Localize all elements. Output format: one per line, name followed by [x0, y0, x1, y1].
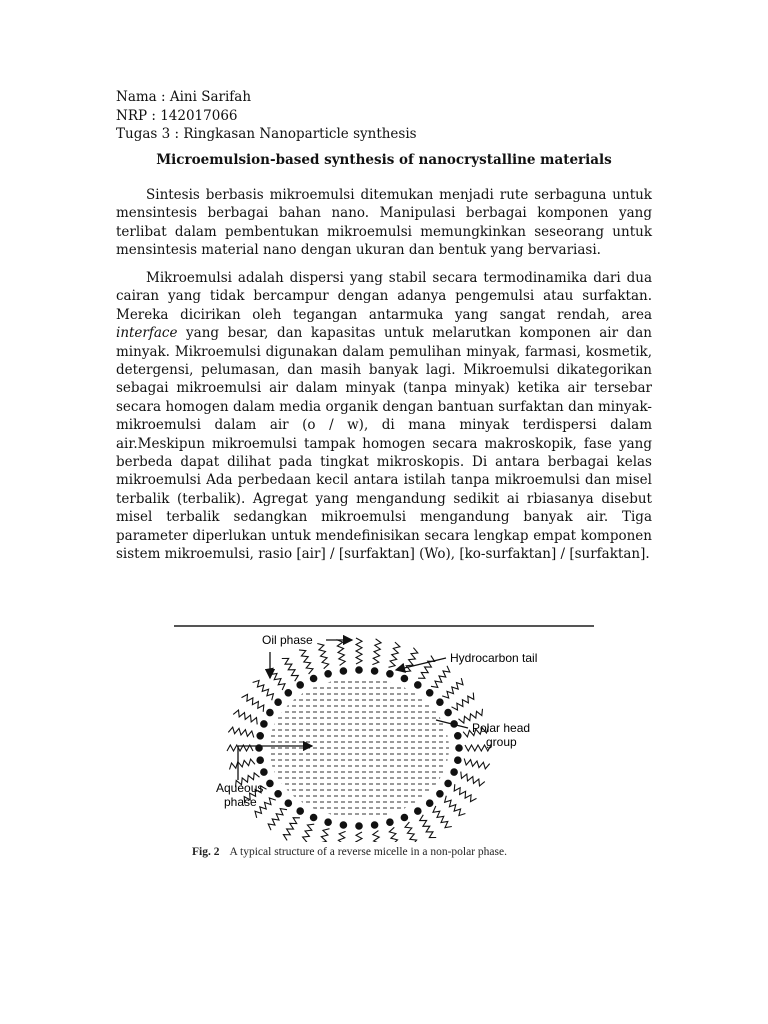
hydrocarbon-tail [337, 640, 346, 666]
polar-head [450, 768, 458, 776]
polar-head [400, 813, 408, 821]
hydrocarbon-tail [253, 680, 274, 700]
student-header [116, 88, 417, 144]
hydrocarbon-tail [405, 822, 419, 842]
polar-head [284, 799, 292, 807]
polar-head [260, 720, 268, 728]
polar-head [426, 799, 434, 807]
svg-text:phase: phase [224, 795, 257, 809]
hydrocarbon-tail [454, 784, 476, 801]
paragraph-2 [116, 269, 652, 564]
polar-head [324, 670, 332, 678]
label-hydrocarbon-tail [396, 651, 537, 670]
reverse-micelle-diagram [174, 630, 594, 842]
paragraph-1: Sintesis berbasis mikroemulsi ditemukan menjadi rute serbaguna untuk mensintesis berbagai bahan nano. Manipulasi berbagai komponen yang terlibat dalam pembentukan mikroemulsi memungkinkan seseorang untuk mensintesis material nano dengan ukuran dan bentuk yang bervariasi. [116, 187, 652, 259]
polar-head [339, 821, 347, 829]
hydrocarbon-tail [299, 650, 313, 674]
hydrocarbon-tail [464, 759, 490, 769]
hydrocarbon-tail [356, 638, 362, 664]
polar-head [370, 821, 378, 829]
paragraph-2-text-a: Mikroemulsi adalah dispersi yang stabil secara termodinamika dari dua cairan yang tidak bercampur dengan adanya pengemulsi atau surfaktan. Mereka dicirikan oleh tegangan antarmuka yang sangat rendah, area [116, 270, 652, 323]
polar-head [400, 674, 408, 682]
hydrocarbon-tail [228, 727, 254, 737]
hydrocarbon-tail [431, 666, 450, 688]
polar-head [436, 790, 444, 798]
polar-head [426, 689, 434, 697]
polar-head [255, 744, 263, 752]
hydrocarbon-tail [337, 831, 346, 842]
polar-head [414, 681, 422, 689]
polar-head [309, 813, 317, 821]
hydrocarbon-tail [373, 831, 382, 842]
hydrocarbon-tail [268, 809, 287, 831]
hydrocarbon-tail [266, 668, 285, 690]
polar-head [414, 807, 422, 815]
polar-head [454, 732, 462, 740]
polar-head [266, 708, 274, 716]
svg-text:Oil phase: Oil phase [262, 633, 313, 647]
hydrocarbon-tail [420, 815, 437, 838]
polar-head [454, 756, 462, 764]
polar-head [444, 779, 452, 787]
hydrocarbon-tail [242, 694, 264, 711]
polar-head [386, 670, 394, 678]
hydrocarbon-tail [282, 658, 299, 681]
aqueous-core-dashes [264, 676, 454, 820]
hydrocarbon-tail [389, 827, 400, 842]
polar-head [436, 698, 444, 706]
hydrocarbon-tail [452, 693, 474, 710]
polar-head [284, 689, 292, 697]
polar-head [370, 667, 378, 675]
paragraph-2-italic-term: interface [116, 325, 178, 342]
hydrocarbon-tail [317, 644, 328, 669]
student-name: Nama : Aini Sarifah [116, 89, 252, 105]
polar-head [355, 822, 363, 830]
hydrocarbon-tail [318, 829, 329, 842]
svg-text:group: group [486, 735, 517, 749]
document-title: Microemulsion-based synthesis of nanocrystalline materials [156, 152, 612, 168]
hydrocarbon-tail [433, 806, 452, 828]
task-title: Tugas 3 : Ringkasan Nanoparticle synthesis [116, 126, 417, 142]
figure-caption-label: Fig. 2 [192, 846, 220, 858]
hydrocarbon-tail [418, 656, 435, 679]
polar-head [386, 818, 394, 826]
reverse-micelle-figure [174, 622, 594, 872]
hydrocarbon-tail [461, 772, 485, 786]
paragraph-2-text-b: yang besar, dan kapasitas untuk melarutkan komponen air dan minyak. Mikroemulsi digunakan dalam pemulihan minyak, farmasi, kosmetik, detergensi, pelumasan, dan masih banyak lagi. Mikroemulsi dikategorikan sebagai mikroemulsi air dalam minyak (tanpa minyak) ketika air tersebar secara homogen dalam media organik dengan bantuan surfaktan dan minyak- mikroemulsi dalam air (o / w), di mana minyak terdispersi dalam air.Meskipun mikroemulsi tampak homogen secara makroskopik, fase yang berbeda dapat dilihat pada tingkat mikroskopis. Di antara berbagai kelas mikroemulsi Ada perbedaan kecil antara istilah tanpa mikroemulsi dan misel terbalik (terbalik). Agregat yang mengandung sedikit ai rbiasanya disebut misel terbalik sedangkan mikroemulsi mengandung banyak air. Tiga parameter diperlukan untuk mendefinisikan secara lengkap empat komponen sistem mikroemulsi, rasio [air] / [surfaktan] (Wo), [ko-surfaktan] / [surfaktan]. [116, 325, 652, 563]
hydrocarbon-tail [356, 832, 362, 842]
hydrocarbon-tail [372, 639, 381, 665]
label-aqueous-phase [216, 746, 312, 809]
polar-head [274, 790, 282, 798]
student-nrp: NRP : 142017066 [116, 107, 238, 124]
hydrocarbon-tail [255, 798, 276, 818]
svg-text:Hydrocarbon tail: Hydrocarbon tail [450, 651, 538, 665]
hydrocarbon-tail [233, 710, 257, 724]
polar-head [324, 818, 332, 826]
figure-caption [192, 846, 507, 858]
hydrocarbon-tail [300, 824, 314, 842]
polar-head [455, 744, 463, 752]
polar-head [309, 674, 317, 682]
polar-head [274, 698, 282, 706]
polar-head [339, 667, 347, 675]
polar-head [266, 779, 274, 787]
polar-head [260, 768, 268, 776]
hydrocarbon-tail [389, 642, 400, 667]
figure-top-rule [174, 625, 594, 627]
polar-head [256, 732, 264, 740]
svg-text:Aqueous: Aqueous [216, 781, 264, 795]
hydrocarbon-tail [442, 678, 463, 698]
polar-head [256, 756, 264, 764]
hydrocarbon-tail [445, 796, 466, 816]
polar-head [296, 807, 304, 815]
hydrocarbon-tail [283, 818, 300, 841]
polar-head [444, 708, 452, 716]
hydrocarbon-tail [230, 759, 255, 769]
figure-caption-text: A typical structure of a reverse micelle in a non-polar phase. [229, 846, 507, 858]
polar-head [355, 666, 363, 674]
svg-text:Polar head: Polar head [472, 721, 531, 735]
polar-head [296, 681, 304, 689]
label-oil-phase [262, 633, 352, 678]
